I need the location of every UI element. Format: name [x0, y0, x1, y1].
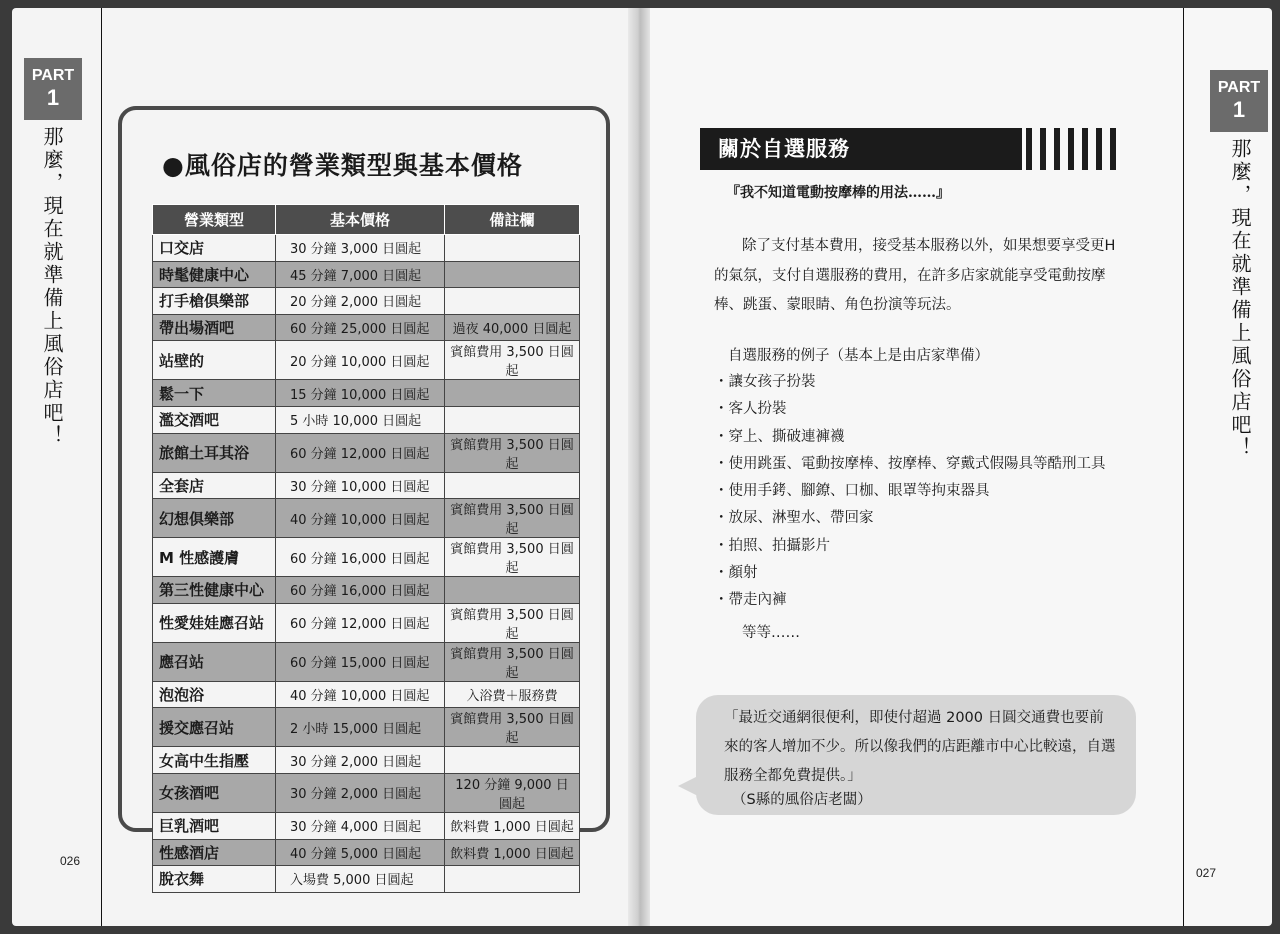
cell-price: 30 分鐘 2,000 日圓起	[276, 773, 445, 812]
cell-type: 站壁的	[153, 341, 276, 380]
cell-note: 飲料費 1,000 日圓起	[445, 839, 580, 866]
cell-note: 賓館費用 3,500 日圓起	[445, 538, 580, 577]
part-tab-word: PART	[1217, 79, 1261, 96]
cell-note	[445, 235, 580, 262]
cell-price: 20 分鐘 2,000 日圓起	[276, 288, 445, 315]
cell-type: 性愛娃娃應召站	[153, 603, 276, 642]
cell-price: 60 分鐘 16,000 日圓起	[276, 538, 445, 577]
cell-note: 賓館費用 3,500 日圓起	[445, 433, 580, 472]
cell-note	[445, 472, 580, 499]
cell-price: 2 小時 15,000 日圓起	[276, 708, 445, 747]
cell-note: 賓館費用 3,500 日圓起	[445, 708, 580, 747]
paragraph-line: 除了支付基本費用，接受基本服務以外，如果想要享受更H	[742, 238, 1116, 254]
cell-price: 30 分鐘 4,000 日圓起	[276, 812, 445, 839]
cell-note	[445, 261, 580, 288]
bubble-line: 來的客人增加不少。所以像我們的店距離市中心比較遠，自選	[724, 739, 1116, 755]
cell-price: 20 分鐘 10,000 日圓起	[276, 341, 445, 380]
fees-table-box	[118, 106, 610, 889]
table-row	[153, 235, 580, 262]
table-row	[153, 708, 580, 747]
cell-note: 賓館費用 3,500 日圓起	[445, 603, 580, 642]
bubble-quote	[724, 704, 1128, 791]
table-body	[153, 235, 580, 893]
intro-paragraph	[714, 232, 1130, 321]
table-row	[153, 642, 580, 681]
list-item: ・ 帶走內褲	[714, 587, 1106, 614]
section-heading: 關於自選服務	[700, 128, 1022, 170]
speech-bubble-tail	[678, 776, 698, 796]
cell-note: 賓館費用 3,500 日圓起	[445, 341, 580, 380]
cell-note: 過夜 40,000 日圓起	[445, 314, 580, 341]
examples-list	[714, 369, 1106, 615]
header-price: 基本價格	[276, 205, 445, 235]
cell-price: 60 分鐘 12,000 日圓起	[276, 603, 445, 642]
cell-note	[445, 866, 580, 893]
examples-intro: 自選服務的例子（基本上是由店家準備）	[728, 348, 989, 364]
part-tab-right	[1210, 70, 1268, 132]
list-item: ・ 使用跳蛋、電動按摩棒、按摩棒、穿戴式假陽具等酷刑工具	[714, 451, 1106, 478]
vertical-chapter-title-right: 那麼，現在就準備上風俗店吧！	[1228, 138, 1252, 460]
table-row	[153, 747, 580, 774]
cell-type: 泡泡浴	[153, 681, 276, 708]
cell-type: 性感酒店	[153, 839, 276, 866]
table-row	[153, 538, 580, 577]
table-row	[153, 261, 580, 288]
cell-type: 幻想俱樂部	[153, 499, 276, 538]
header-note: 備註欄	[445, 205, 580, 235]
cell-note: 賓館費用 3,500 日圓起	[445, 499, 580, 538]
list-item: ・ 放尿、淋聖水、帶回家	[714, 505, 1106, 532]
table-row	[153, 341, 580, 380]
table-row	[153, 314, 580, 341]
part-tab-word: PART	[31, 67, 75, 84]
cell-type: 女孩酒吧	[153, 773, 276, 812]
cell-price: 40 分鐘 10,000 日圓起	[276, 681, 445, 708]
page-number-left: 026	[60, 854, 81, 868]
cell-price: 15 分鐘 10,000 日圓起	[276, 380, 445, 407]
table-row	[153, 288, 580, 315]
cell-price: 40 分鐘 10,000 日圓起	[276, 499, 445, 538]
table-title: ●風俗店的營業類型與基本價格	[162, 151, 523, 180]
cell-price: 60 分鐘 15,000 日圓起	[276, 642, 445, 681]
cell-price: 30 分鐘 2,000 日圓起	[276, 747, 445, 774]
cell-type: 帶出場酒吧	[153, 314, 276, 341]
right-margin-line	[1183, 8, 1184, 926]
cell-price: 60 分鐘 12,000 日圓起	[276, 433, 445, 472]
vertical-chapter-title-left: 那麼，現在就準備上風俗店吧！	[40, 126, 64, 448]
table-row	[153, 380, 580, 407]
table-row	[153, 472, 580, 499]
cell-type: M 性感護膚	[153, 538, 276, 577]
list-item: ・ 客人扮裝	[714, 396, 1106, 423]
cell-price: 30 分鐘 3,000 日圓起	[276, 235, 445, 262]
table-row	[153, 577, 580, 604]
cell-price: 入場費 5,000 日圓起	[276, 866, 445, 893]
table-row	[153, 866, 580, 893]
cell-note	[445, 577, 580, 604]
cell-note	[445, 406, 580, 433]
paragraph-line: 棒、跳蛋、蒙眼睛、角色扮演等玩法。	[714, 297, 961, 313]
cell-price: 5 小時 10,000 日圓起	[276, 406, 445, 433]
cell-note	[445, 380, 580, 407]
cell-type: 旅館土耳其浴	[153, 433, 276, 472]
cell-price: 60 分鐘 16,000 日圓起	[276, 577, 445, 604]
cell-price: 45 分鐘 7,000 日圓起	[276, 261, 445, 288]
table-row	[153, 603, 580, 642]
list-item: ・ 拍照、拍攝影片	[714, 533, 1106, 560]
cell-type: 應召站	[153, 642, 276, 681]
cell-note: 入浴費＋服務費	[445, 681, 580, 708]
list-item: ・ 顏射	[714, 560, 1106, 587]
part-tab-number: 1	[46, 85, 60, 110]
section-quote: 『我不知道電動按摩棒的用法……』	[726, 185, 950, 201]
cell-price: 30 分鐘 10,000 日圓起	[276, 472, 445, 499]
bubble-line: 服務全都免費提供。」	[724, 768, 862, 784]
cell-note	[445, 747, 580, 774]
table-row	[153, 433, 580, 472]
table-row	[153, 812, 580, 839]
bubble-line: 「最近交通網很便利，即使付超過 2000 日圓交通費也要前	[724, 710, 1104, 726]
page-number-right: 027	[1196, 866, 1217, 880]
list-item: ・ 讓女孩子扮裝	[714, 369, 1106, 396]
table-row	[153, 406, 580, 433]
cell-type: 口交店	[153, 235, 276, 262]
book-gutter	[628, 8, 650, 926]
cell-note: 賓館費用 3,500 日圓起	[445, 642, 580, 681]
list-item: ・ 使用手銬、腳鐐、口枷、眼罩等拘束器具	[714, 478, 1106, 505]
cell-price: 60 分鐘 25,000 日圓起	[276, 314, 445, 341]
part-tab-number: 1	[1232, 97, 1246, 122]
part-tab-left	[24, 58, 82, 120]
fees-table	[152, 204, 580, 893]
header-type: 營業類型	[153, 205, 276, 235]
cell-type: 鬆一下	[153, 380, 276, 407]
cell-type: 濫交酒吧	[153, 406, 276, 433]
list-item: ・ 穿上、撕破連褲襪	[714, 424, 1106, 451]
cell-type: 脫衣舞	[153, 866, 276, 893]
table-header-row	[153, 205, 580, 235]
examples-etc: 等等……	[742, 625, 800, 641]
cell-type: 援交應召站	[153, 708, 276, 747]
bubble-source: （S縣的風俗店老闆）	[732, 792, 872, 808]
heading-stripes	[1022, 128, 1126, 170]
cell-type: 打手槍俱樂部	[153, 288, 276, 315]
paragraph-line: 的氣氛，支付自選服務的費用，在許多店家就能享受電動按摩	[714, 267, 1106, 284]
table-row	[153, 681, 580, 708]
table-row	[153, 499, 580, 538]
cell-price: 40 分鐘 5,000 日圓起	[276, 839, 445, 866]
cell-type: 第三性健康中心	[153, 577, 276, 604]
table-row	[153, 773, 580, 812]
cell-type: 時髦健康中心	[153, 261, 276, 288]
cell-type: 全套店	[153, 472, 276, 499]
cell-note	[445, 288, 580, 315]
cell-type: 巨乳酒吧	[153, 812, 276, 839]
table-row	[153, 839, 580, 866]
cell-type: 女高中生指壓	[153, 747, 276, 774]
cell-note: 飲料費 1,000 日圓起	[445, 812, 580, 839]
cell-note: 120 分鐘 9,000 日圓起	[445, 773, 580, 812]
left-margin-line	[101, 8, 102, 926]
